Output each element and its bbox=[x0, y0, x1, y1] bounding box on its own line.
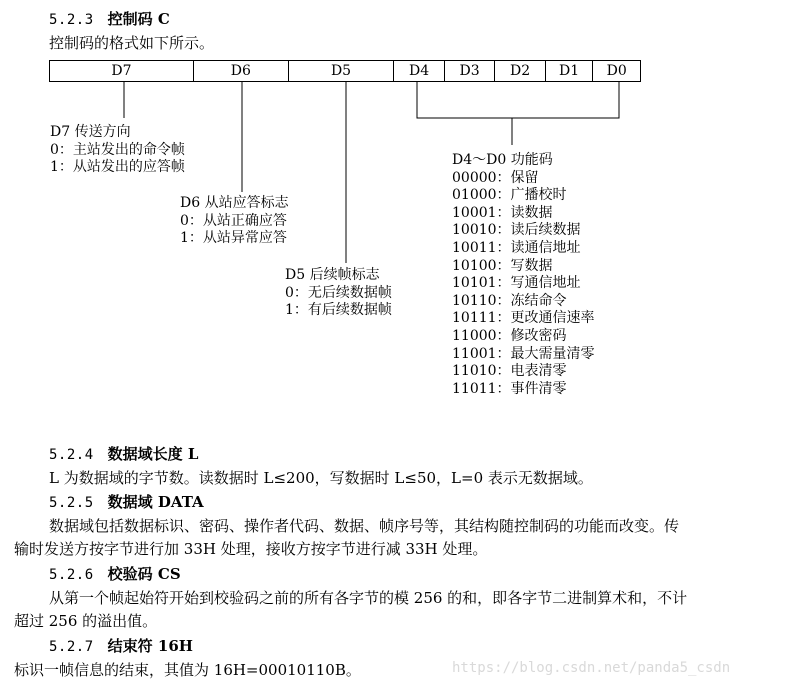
d5-value-1: 1：有后续数据帧 bbox=[285, 302, 392, 319]
bit-cell-d3: D3 bbox=[444, 61, 495, 82]
function-code-item: 11000：修改密码 bbox=[452, 327, 567, 344]
d5-title: D5 后续帧标志 bbox=[285, 267, 380, 283]
d6-value-0: 0：从站正确应答 bbox=[180, 212, 287, 229]
function-code-item: 10100：写数据 bbox=[452, 257, 553, 274]
d5-value-0: 0：无后续数据帧 bbox=[285, 284, 392, 301]
section-title: 控制码 C bbox=[107, 10, 170, 28]
intro-text: 控制码的格式如下所示。 bbox=[49, 34, 215, 52]
d6-value-1: 1：从站异常应答 bbox=[180, 230, 287, 247]
function-code-item: 10101：写通信地址 bbox=[452, 275, 581, 292]
function-code-title: D4～D0 功能码 bbox=[452, 152, 553, 168]
bit-cell-d2: D2 bbox=[495, 61, 546, 82]
function-code-item: 10010：读后续数据 bbox=[452, 222, 581, 239]
function-code-item: 11001：最大需量清零 bbox=[452, 345, 595, 362]
section-number: 5.2.5 bbox=[49, 495, 94, 511]
d6-description bbox=[180, 195, 289, 248]
bit-cell-d0: D0 bbox=[593, 61, 641, 82]
watermark: https://blog.csdn.net/panda5_csdn bbox=[452, 660, 731, 676]
section-number: 5.2.7 bbox=[49, 639, 94, 655]
section-heading-526 bbox=[49, 563, 181, 584]
section-526-line-1: 从第一个帧起始符开始到校验码之前的所有各字节的模 256 的和，即各字节二进制算术和，不计 bbox=[49, 589, 688, 607]
bit-cell-d4: D4 bbox=[394, 61, 445, 82]
section-heading-524 bbox=[49, 443, 198, 464]
section-number: 5.2.4 bbox=[49, 447, 94, 463]
function-code-item: 11011：事件清零 bbox=[452, 380, 567, 397]
function-code-list bbox=[452, 152, 595, 398]
section-title: 数据域长度 L bbox=[107, 445, 199, 463]
section-title: 结束符 16H bbox=[107, 637, 193, 655]
section-524-text: L 为数据域的字节数。读数据时 L≤200，写数据时 L≤50，L=0 表示无数据域。 bbox=[49, 469, 593, 487]
section-526-line-2: 超过 256 的溢出值。 bbox=[14, 612, 158, 630]
d7-title: D7 传送方向 bbox=[50, 124, 131, 140]
d6-title: D6 从站应答标志 bbox=[180, 195, 289, 211]
d7-value-1: 1：从站发出的应答帧 bbox=[50, 159, 185, 176]
section-number: 5.2.3 bbox=[49, 12, 94, 28]
section-heading-527 bbox=[49, 635, 193, 656]
d5-description bbox=[285, 267, 392, 320]
function-code-item: 01000：广播校时 bbox=[452, 187, 567, 204]
function-code-item: 00000：保留 bbox=[452, 169, 539, 186]
function-code-item: 10111：更改通信速率 bbox=[452, 310, 595, 327]
bit-cell-d1: D1 bbox=[545, 61, 593, 82]
section-title: 校验码 CS bbox=[107, 565, 181, 583]
d7-value-0: 0：主站发出的命令帧 bbox=[50, 141, 185, 158]
d7-description bbox=[50, 124, 185, 177]
section-number: 5.2.6 bbox=[49, 567, 94, 583]
func-bracket bbox=[417, 82, 619, 118]
function-code-item: 10110：冻结命令 bbox=[452, 292, 567, 309]
section-title: 数据域 DATA bbox=[107, 493, 204, 511]
section-heading-523 bbox=[49, 8, 170, 29]
control-code-bit-table bbox=[49, 60, 641, 82]
function-code-item: 10001：读数据 bbox=[452, 204, 553, 221]
bit-cell-d6: D6 bbox=[193, 61, 288, 82]
section-525-line-2: 输时发送方按字节进行加 33H 处理，接收方按字节进行减 33H 处理。 bbox=[14, 540, 488, 558]
section-525-line-1: 数据域包括数据标识、密码、操作者代码、数据、帧序号等，其结构随控制码的功能而改变。传 bbox=[49, 517, 680, 535]
section-527-text: 标识一帧信息的结束，其值为 16H=00010110B。 bbox=[14, 661, 361, 679]
bit-cell-d7: D7 bbox=[50, 61, 194, 82]
section-heading-525 bbox=[49, 491, 204, 512]
function-code-item: 10011：读通信地址 bbox=[452, 239, 581, 256]
bit-cell-d5: D5 bbox=[288, 61, 394, 82]
function-code-item: 11010：电表清零 bbox=[452, 363, 567, 380]
